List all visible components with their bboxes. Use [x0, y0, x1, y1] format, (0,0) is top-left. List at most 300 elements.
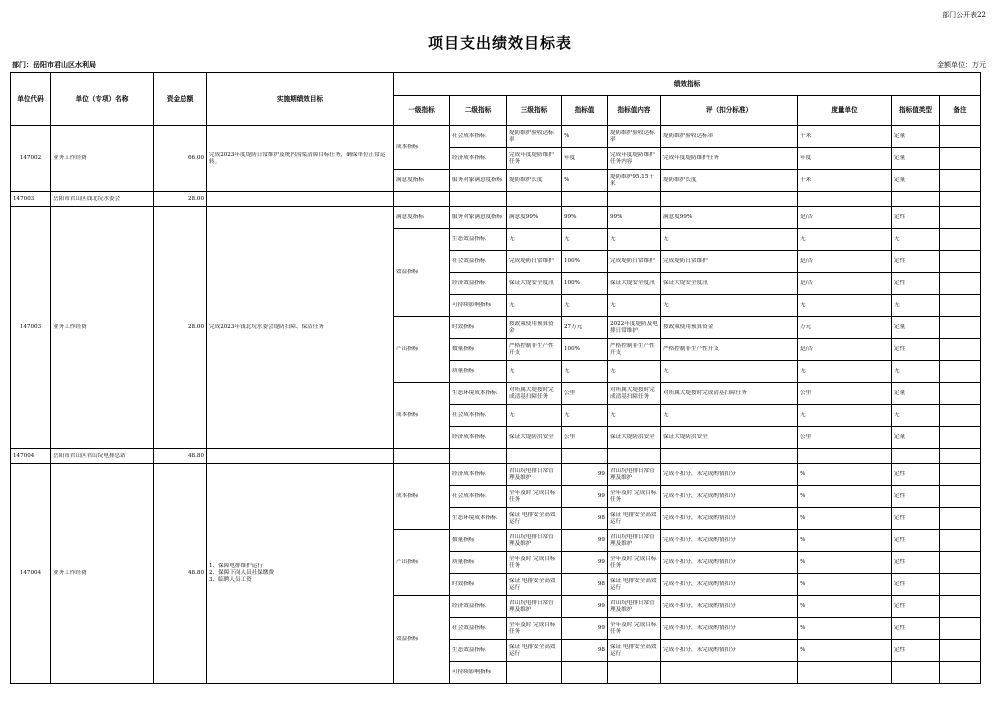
cell-level3 [507, 618, 562, 640]
cell-text: 定量 [894, 155, 906, 161]
cell-level2 [450, 464, 507, 486]
cell-text: 保证 电排安全高效运行 [610, 643, 657, 657]
cell-value-type [892, 508, 940, 530]
cell-text: 业务工作经费 [53, 155, 87, 161]
header-level2: 二级指标 [450, 96, 507, 126]
cell-text: 保证 电排安全高效运行 [509, 577, 556, 591]
cell-scoring [661, 273, 798, 295]
cell-text: 保证 电排安全高效运行 [509, 511, 556, 525]
cell-level2 [450, 170, 507, 192]
cell-fund-total [154, 192, 207, 207]
cell-text: 经济成本指标 [452, 155, 486, 161]
cell-value-type [892, 126, 940, 148]
cell-text: 严格控制非生产性开支 [509, 342, 554, 356]
cell-unit-name [51, 192, 154, 207]
cell-text: 完成不扣分，未完成酌情扣分 [663, 471, 736, 477]
cell-text: 堤防维护95.15千米 [610, 173, 654, 187]
cell-text: 全年及时 完成目标任务 [509, 555, 556, 569]
cell-text: 全年及时 完成目标任务 [610, 555, 657, 569]
cell-text: 是/否 [800, 280, 814, 286]
cell-value-content [608, 574, 661, 596]
cell-goal [207, 207, 394, 449]
cell-text: 严格控制非生产性开支 [610, 342, 655, 356]
cell-level2 [450, 251, 507, 273]
cell-value-type [892, 383, 940, 405]
cell-scoring [661, 361, 798, 383]
cell-level1 [394, 383, 450, 449]
header-unit-name: 单位（专项）名称 [51, 73, 154, 126]
cell-level1 [394, 449, 450, 464]
cell-value [562, 170, 608, 192]
cell-text: 99 [597, 493, 605, 499]
cell-goal [207, 449, 394, 464]
cell-text: 无 [894, 368, 900, 374]
cell-text: 成本指标 [396, 144, 419, 150]
cell-text: 完成2023年度堤防日常维护及统内沟渠清障目标任务，确保单位正常运转。 [209, 151, 386, 165]
table-row [11, 207, 981, 229]
cell-level3 [507, 508, 562, 530]
cell-value [562, 361, 608, 383]
cell-text: 无 [610, 368, 616, 374]
header-indicators: 绩效指标 [394, 73, 981, 96]
cell-text: 保证大堤安全度汛 [509, 280, 554, 286]
cell-value [562, 192, 608, 207]
cell-scoring [661, 207, 798, 229]
cell-value-content [608, 508, 661, 530]
cell-level3 [507, 126, 562, 148]
cell-text: 社会效益指标 [452, 258, 486, 264]
cell-unit-code [11, 192, 51, 207]
cell-fund-total [154, 449, 207, 464]
cell-measure [798, 596, 892, 618]
cell-scoring [661, 170, 798, 192]
cell-remark [940, 229, 981, 251]
cell-text: 满意度指标 [396, 214, 424, 220]
cell-text: 无 [663, 302, 669, 308]
cell-text: 无 [800, 412, 806, 418]
cell-level2 [450, 596, 507, 618]
cell-remark [940, 640, 981, 662]
cell-text: 66.00 [187, 155, 204, 161]
cell-value [562, 486, 608, 508]
cell-text: 千米 [800, 133, 812, 139]
cell-text: 无 [564, 302, 570, 308]
cell-level1 [394, 596, 450, 684]
cell-text: % [800, 603, 806, 609]
cell-text: 无 [610, 236, 616, 242]
cell-measure [798, 486, 892, 508]
department-label: 部门：岳阳市君山区水利局 [12, 60, 96, 69]
cell-text: 完成年度堤防维护任务 [509, 151, 554, 165]
cell-text: 产出指标 [396, 559, 419, 565]
cell-level2 [450, 552, 507, 574]
cell-measure [798, 295, 892, 317]
cell-level1 [394, 530, 450, 596]
cell-text: 定性 [894, 258, 906, 264]
cell-text: 完成堤防日常维护 [610, 258, 655, 264]
cell-level2 [450, 273, 507, 295]
cell-text: 全年及时 完成目标任务 [509, 621, 556, 635]
cell-text: 是/否 [800, 258, 814, 264]
cell-value-content [608, 251, 661, 273]
cell-text: 无 [509, 412, 515, 418]
cell-level2 [450, 229, 507, 251]
cell-value-content [608, 383, 661, 405]
cell-text: 是/否 [800, 346, 814, 352]
cell-measure [798, 192, 892, 207]
cell-text: 质量指标 [452, 368, 475, 374]
cell-text: 时效指标 [452, 324, 475, 330]
header-fund-total: 资金总额 [154, 73, 207, 126]
cell-level1 [394, 229, 450, 317]
cell-text: 定性 [894, 280, 906, 286]
header-scoring: 评（扣分标准） [661, 96, 798, 126]
cell-scoring [661, 317, 798, 339]
cell-scoring [661, 640, 798, 662]
cell-text: 定量 [894, 133, 906, 139]
header-unit-code: 单位代码 [11, 73, 51, 126]
cell-text: 无 [564, 412, 570, 418]
cell-text: 数量指标 [452, 346, 475, 352]
cell-value-type [892, 361, 940, 383]
cell-measure [798, 383, 892, 405]
cell-value [562, 574, 608, 596]
cell-level3 [507, 295, 562, 317]
cell-value-content [608, 596, 661, 618]
cell-value-content [608, 618, 661, 640]
cell-text: 经济效益指标 [452, 280, 486, 286]
cell-scoring [661, 618, 798, 640]
cell-text: 社会成本指标 [452, 412, 486, 418]
cell-value [562, 317, 608, 339]
cell-scoring [661, 405, 798, 427]
cell-value-type [892, 207, 940, 229]
cell-level3 [507, 207, 562, 229]
cell-remark [940, 662, 981, 684]
cell-text: 99 [597, 603, 605, 609]
cell-level2 [450, 405, 507, 427]
header-level3: 三级指标 [507, 96, 562, 126]
cell-text: % [800, 515, 806, 521]
cell-value [562, 251, 608, 273]
cell-level3 [507, 552, 562, 574]
cell-text: 君山垸电排日常管理及维护 [509, 533, 554, 547]
cell-text: 2022年度堤防及电排日常维护 [610, 320, 658, 334]
header-measure: 度量单位 [798, 96, 892, 126]
cell-value-content [608, 273, 661, 295]
cell-value [562, 640, 608, 662]
header-goal: 实施期绩效目标 [207, 73, 394, 126]
cell-text: 业务工作经费 [53, 570, 87, 576]
cell-value-type [892, 464, 940, 486]
cell-text: 社会效益指标 [452, 625, 486, 631]
cell-text: 100% [564, 258, 580, 264]
cell-text: 定性 [894, 581, 906, 587]
header-value-content: 指标值内容 [608, 96, 661, 126]
cell-measure [798, 530, 892, 552]
cell-remark [940, 427, 981, 449]
cell-measure [798, 361, 892, 383]
cell-value-type [892, 229, 940, 251]
cell-value-type [892, 596, 940, 618]
cell-text: % [564, 133, 570, 139]
cell-text: 万元 [800, 324, 812, 330]
cell-text: 28.00 [187, 324, 204, 330]
cell-text: 100% [564, 346, 580, 352]
cell-unit-code [11, 126, 51, 192]
cell-text: 无 [894, 302, 900, 308]
cell-unit-name [51, 449, 154, 464]
cell-text: 99 [597, 471, 605, 477]
cell-text: 千米 [800, 177, 812, 183]
cell-scoring [661, 383, 798, 405]
cell-scoring [661, 229, 798, 251]
cell-remark [940, 207, 981, 229]
cell-text: 定量 [894, 324, 906, 330]
header-remark: 备注 [940, 96, 981, 126]
cell-scoring [661, 148, 798, 170]
cell-measure [798, 126, 892, 148]
cell-text: 满意度99% [663, 214, 693, 220]
cell-value-content [608, 552, 661, 574]
cell-text: 堤防维护验收达标率 [610, 129, 655, 143]
cell-text: 定性 [894, 471, 906, 477]
cell-text: 定量 [894, 390, 906, 396]
cell-text: 99 [597, 559, 605, 565]
cell-text: 时效指标 [452, 581, 475, 587]
cell-text: 完成不扣分，未完成酌情扣分 [663, 647, 736, 653]
cell-text: 完成不扣分，未完成酌情扣分 [663, 515, 736, 521]
cell-value [562, 596, 608, 618]
cell-scoring [661, 295, 798, 317]
cell-level3 [507, 464, 562, 486]
cell-value [562, 405, 608, 427]
cell-text: % [800, 493, 806, 499]
cell-value-content [608, 640, 661, 662]
cell-text: 可持续影响指标 [452, 669, 492, 675]
cell-text: 成本指标 [396, 493, 419, 499]
cell-value-type [892, 170, 940, 192]
cell-text: 147003 [13, 195, 35, 202]
cell-text: 公里 [800, 434, 812, 440]
cell-text: 服务对象满意度指标 [452, 177, 503, 183]
cell-text: % [800, 471, 806, 477]
cell-value-type [892, 273, 940, 295]
cell-text: 无 [509, 368, 515, 374]
cell-text: 生态环境成本指标 [452, 515, 497, 521]
cell-text: 可持续影响指标 [452, 302, 492, 308]
cell-remark [940, 317, 981, 339]
cell-remark [940, 596, 981, 618]
cell-text: 98 [597, 515, 605, 521]
cell-level3 [507, 530, 562, 552]
cell-text: % [800, 559, 806, 565]
cell-unit-name [51, 207, 154, 449]
cell-scoring [661, 126, 798, 148]
cell-remark [940, 383, 981, 405]
cell-text: 无 [564, 236, 570, 242]
cell-value [562, 464, 608, 486]
cell-value [562, 662, 608, 684]
cell-text: 无 [800, 302, 806, 308]
cell-text: 全年及时 完成目标任务 [610, 621, 657, 635]
cell-level3 [507, 662, 562, 684]
cell-text: % [800, 581, 806, 587]
cell-value [562, 126, 608, 148]
cell-level2 [450, 486, 507, 508]
cell-text: 定量 [894, 434, 906, 440]
cell-text: 无 [894, 236, 900, 242]
cell-text: 生态效益指标 [452, 236, 486, 242]
cell-remark [940, 574, 981, 596]
cell-unit-name [51, 126, 154, 192]
cell-value-content [608, 662, 661, 684]
cell-measure [798, 148, 892, 170]
cell-remark [940, 126, 981, 148]
cell-level2 [450, 530, 507, 552]
cell-level2 [450, 126, 507, 148]
cell-unit-code [11, 449, 51, 464]
cell-text: 48.80 [187, 452, 204, 459]
cell-text: 无 [663, 412, 669, 418]
cell-remark [940, 405, 981, 427]
cell-value-content [608, 361, 661, 383]
table-number-label: 部门公开表22 [942, 11, 986, 19]
cell-level3 [507, 170, 562, 192]
cell-text: 147004 [13, 452, 35, 459]
cell-measure [798, 427, 892, 449]
cell-text: 质量指标 [452, 559, 475, 565]
cell-text: 保证 电排安全高效运行 [610, 577, 657, 591]
cell-text: 年度 [800, 155, 812, 161]
header-value: 指标值 [562, 96, 608, 126]
cell-text: 经济成本指标 [452, 434, 486, 440]
cell-text: 147003 [19, 324, 42, 330]
cell-text: 公里 [800, 390, 812, 396]
cell-level3 [507, 192, 562, 207]
table-row [11, 126, 981, 148]
cell-level2 [450, 339, 507, 361]
cell-text: 无 [564, 368, 570, 374]
cell-level3 [507, 148, 562, 170]
cell-level1 [394, 170, 450, 192]
cell-text: 满意度指标 [396, 177, 424, 183]
cell-text: 无 [663, 236, 669, 242]
cell-goal [207, 126, 394, 192]
cell-text: 年度 [564, 155, 576, 161]
cell-text: 全年及时 完成目标任务 [509, 489, 556, 503]
cell-text: 君山垸电排日常管理及维护 [610, 599, 655, 613]
cell-text: 堤防维护验收达标率 [509, 129, 554, 143]
cell-value-type [892, 405, 940, 427]
cell-measure [798, 317, 892, 339]
cell-level2 [450, 427, 507, 449]
cell-value [562, 148, 608, 170]
cell-text: 100% [564, 280, 580, 286]
cell-text: 完成不扣分，未完成酌情扣分 [663, 581, 736, 587]
cell-remark [940, 170, 981, 192]
cell-measure [798, 273, 892, 295]
cell-measure [798, 618, 892, 640]
cell-level2 [450, 383, 507, 405]
cell-value-content [608, 192, 661, 207]
cell-text: 无 [663, 368, 669, 374]
cell-text: 对所属大堤按时完成清基扫障任务 [663, 390, 747, 396]
cell-text: 48.80 [187, 570, 204, 576]
cell-text: 完成2023年钱北垸水委会堤防扫障、保洁任务 [209, 324, 324, 330]
cell-unit-code [11, 207, 51, 449]
cell-value-type [892, 295, 940, 317]
cell-measure [798, 640, 892, 662]
cell-text: 满意度99% [509, 214, 539, 220]
cell-level2 [450, 662, 507, 684]
cell-level1 [394, 317, 450, 383]
cell-level1 [394, 192, 450, 207]
cell-level2 [450, 618, 507, 640]
cell-text: 定性 [894, 493, 906, 499]
cell-text: 98 [597, 647, 605, 653]
cell-scoring [661, 427, 798, 449]
cell-text: 完成不扣分，未完成酌情扣分 [663, 537, 736, 543]
cell-text: 147002 [19, 155, 42, 161]
cell-text: 产出指标 [396, 346, 419, 352]
cell-level2 [450, 508, 507, 530]
cell-measure [798, 508, 892, 530]
cell-level2 [450, 361, 507, 383]
cell-value-type [892, 552, 940, 574]
cell-text: 定量 [894, 177, 906, 183]
cell-text: 保证大堤防洪安全 [610, 434, 655, 440]
cell-remark [940, 251, 981, 273]
cell-measure [798, 207, 892, 229]
cell-text: 99 [597, 625, 605, 631]
cell-measure [798, 464, 892, 486]
cell-text: 无 [509, 236, 515, 242]
cell-level3 [507, 405, 562, 427]
cell-value-content [608, 317, 661, 339]
cell-value-type [892, 192, 940, 207]
cell-value-content [608, 170, 661, 192]
cell-value [562, 295, 608, 317]
cell-text: 效益指标 [396, 636, 419, 642]
cell-text: 保证 电排安全高效运行 [509, 643, 556, 657]
cell-remark [940, 449, 981, 464]
cell-level3 [507, 574, 562, 596]
cell-text: 1、保障电排维护运行 2、保障下岗人员社保缴费 3、临聘人员工资 [209, 563, 275, 583]
cell-level2 [450, 449, 507, 464]
cell-value-type [892, 530, 940, 552]
cell-value-content [608, 339, 661, 361]
cell-text: 保证大堤安全度汛 [663, 280, 708, 286]
cell-level2 [450, 192, 507, 207]
cell-text: 定性 [894, 515, 906, 521]
cell-goal [207, 464, 394, 684]
cell-measure [798, 449, 892, 464]
cell-level3 [507, 383, 562, 405]
cell-value [562, 383, 608, 405]
cell-text: 社会成本指标 [452, 133, 486, 139]
cell-text: 完成不扣分，未完成酌情扣分 [663, 625, 736, 631]
cell-text: 无 [800, 368, 806, 374]
cell-scoring [661, 449, 798, 464]
cell-remark [940, 464, 981, 486]
cell-value [562, 427, 608, 449]
cell-text: 98 [597, 581, 605, 587]
cell-measure [798, 251, 892, 273]
cell-text: 社会成本指标 [452, 493, 486, 499]
cell-level3 [507, 449, 562, 464]
cell-value [562, 273, 608, 295]
